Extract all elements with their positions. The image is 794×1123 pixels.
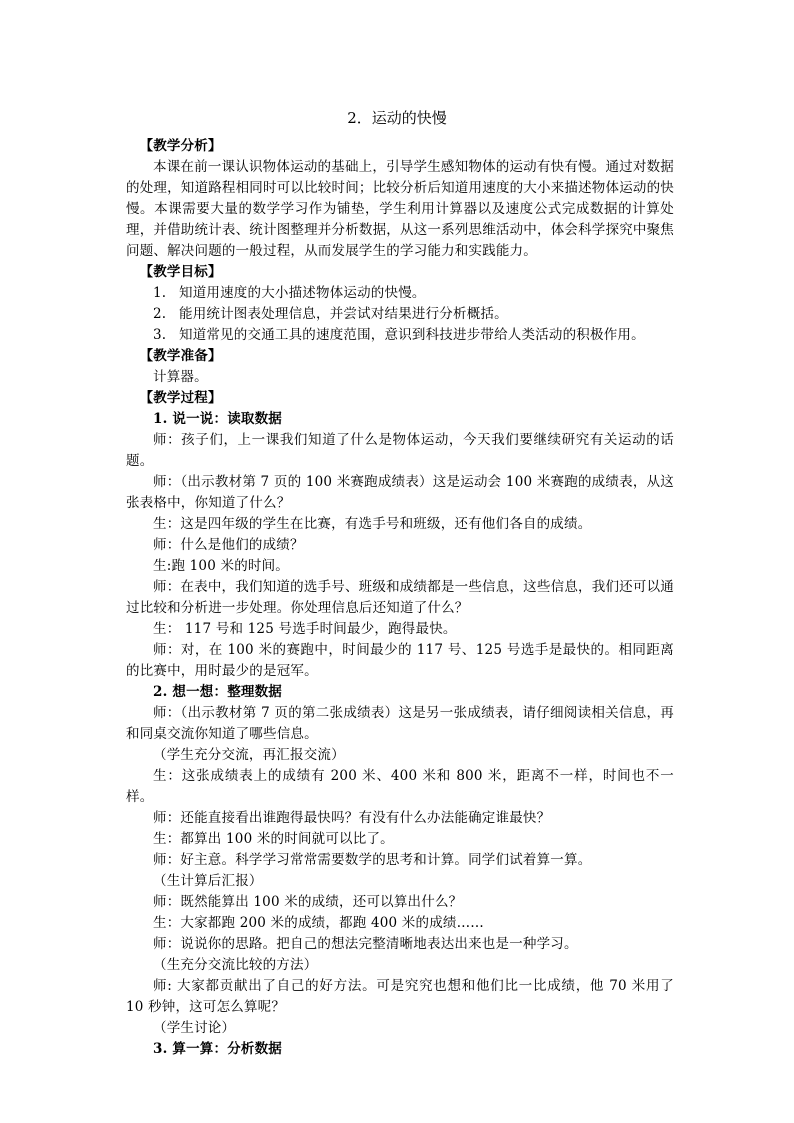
step-heading: 3. 算一算：分析数据 bbox=[153, 1041, 282, 1057]
dialogue-line: 生：大家都跑 200 米的成绩，都跑 400 米的成绩…… bbox=[153, 915, 484, 931]
prep-heading: 【教学准备】 bbox=[139, 348, 222, 364]
dialogue-line: 师：在表中，我们知道的选手号、班级和成绩都是一些信息，这些信息，我们还可以通过比较和分析进一步处理。你处理信息后还知道了什么？ bbox=[126, 579, 674, 616]
goal-item: 1. 知道用速度的大小描述物体运动的快慢。 bbox=[153, 285, 426, 301]
goal-item: 3. 知道常见的交通工具的速度范围，意识到科技进步带给人类活动的积极作用。 bbox=[153, 327, 645, 343]
analysis-paragraph: 本课在前一课认识物体运动的基础上，引导学生感知物体的运动有快有慢。通过对数据的处理，知道路程相同时可以比较时间；比较分析后知道用速度的大小来描述物体运动的快慢。本课需要大量的数学学习作为铺垫，学生利用计算器以及速度公式完成数据的计算处理，并借助统计表、统计图整理并分析数据，从这一系列思维活动中，体会科学探究中聚焦问题、解决问题的一般过程，从而发展学生的学习能力和实践能力。 bbox=[126, 159, 674, 259]
dialogue-line: 生：这是四年级的学生在比赛，有选手号和班级，还有他们各自的成绩。 bbox=[153, 516, 592, 532]
goal-item: 2. 能用统计图表处理信息，并尝试对结果进行分析概括。 bbox=[153, 306, 508, 322]
dialogue-line: 师：什么是他们的成绩？ bbox=[153, 537, 304, 553]
prep-text: 计算器。 bbox=[153, 369, 208, 385]
dialogue-line: 师：好主意。科学学习常常需要数学的思考和计算。同学们试着算一算。 bbox=[153, 852, 592, 868]
document-body bbox=[126, 136, 674, 1060]
dialogue-line: 生:跑 100 米的时间。 bbox=[153, 558, 289, 574]
dialogue-line: 生：都算出 100 米的时间就可以比了。 bbox=[153, 831, 394, 847]
dialogue-line: （学生讨论） bbox=[153, 1020, 236, 1036]
dialogue-line: （生充分交流比较的方法） bbox=[153, 957, 318, 973]
dialogue-line: 生：这张成绩表上的成绩有 200 米、400 米和 800 米，距离不一样，时间也不一样。 bbox=[126, 768, 674, 805]
process-heading: 【教学过程】 bbox=[139, 390, 222, 406]
dialogue-line: 师：说说你的思路。把自己的想法完整清晰地表达出来也是一种学习。 bbox=[153, 936, 578, 952]
step-heading: 2. 想一想：整理数据 bbox=[153, 684, 282, 700]
goals-heading: 【教学目标】 bbox=[139, 264, 222, 280]
dialogue-line: 师：（出示教材第 7 页的第二张成绩表）这是另一张成绩表，请仔细阅读相关信息，再和同桌交流你知道了哪些信息。 bbox=[126, 705, 674, 742]
dialogue-line: 师: 大家都贡献出了自己的好方法。可是究究也想和他们比一比成绩，他 70 米用了 10 秒钟，这可怎么算呢？ bbox=[126, 978, 674, 1015]
dialogue-line: 师：既然能算出 100 米的成绩，还可以算出什么？ bbox=[153, 894, 463, 910]
step-heading: 1. 说一说：读取数据 bbox=[153, 411, 282, 427]
dialogue-line: 师：孩子们，上一课我们知道了什么是物体运动，今天我们要继续研究有关运动的话题。 bbox=[126, 432, 674, 469]
dialogue-line: （学生充分交流，再汇报交流） bbox=[153, 747, 345, 763]
dialogue-line: （生计算后汇报） bbox=[153, 873, 263, 889]
dialogue-line: 师：还能直接看出谁跑得最快吗？有没有什么办法能确定谁最快？ bbox=[153, 810, 551, 826]
dialogue-line: 师：对，在 100 米的赛跑中，时间最少的 117 号、125 号选手是最快的。相同距离的比赛中，用时最少的是冠军。 bbox=[126, 642, 674, 679]
dialogue-line: 师：（出示教材第 7 页的 100 米赛跑成绩表）这是运动会 100 米赛跑的成绩表，从这张表格中，你知道了什么？ bbox=[126, 474, 674, 511]
analysis-heading: 【教学分析】 bbox=[139, 138, 222, 154]
dialogue-line: 生： 117 号和 125 号选手时间最少，跑得最快。 bbox=[153, 621, 457, 637]
document-title: 2．运动的快慢 bbox=[347, 109, 447, 127]
